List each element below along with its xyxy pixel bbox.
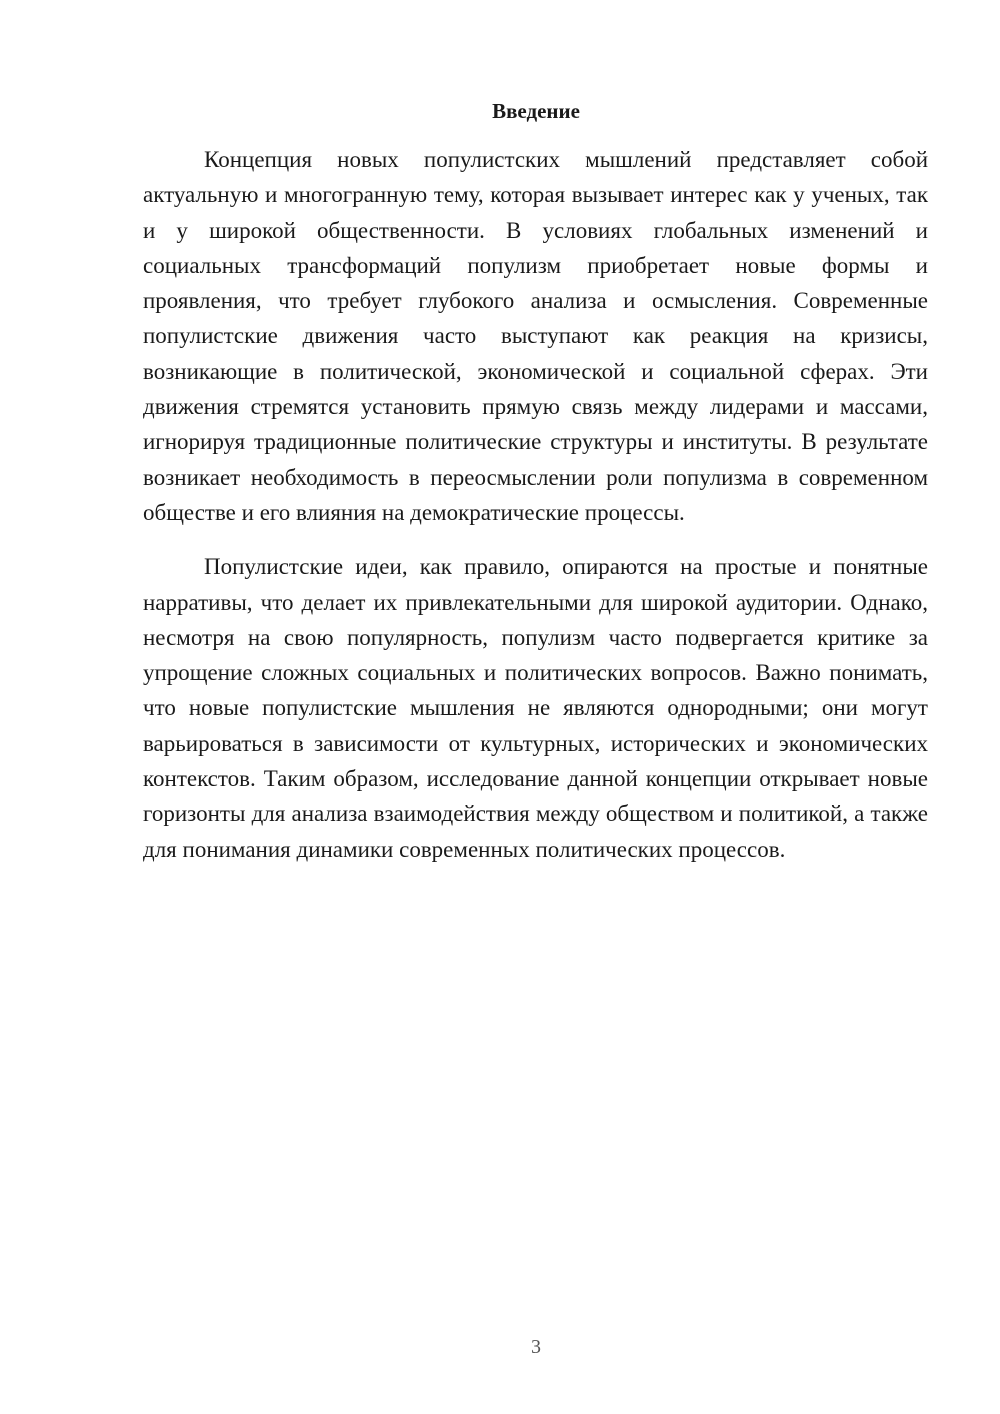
- document-body: [143, 142, 928, 867]
- page-number: 3: [531, 1336, 541, 1358]
- paragraph: Концепция новых популистских мышлений представляет собой актуальную и многогранную тему, которая вызывает интерес как у ученых, так и у широкой общественности. В условиях глобальных изменений и социальных трансформаций популизм приобретает новые формы и проявления, что требует глубокого анализа и осмысления. Современные популистские движения часто выступают как реакция на кризисы, возникающие в политической, экономической и социальной сферах. Эти движения стремятся установить прямую связь между лидерами и массами, игнорируя традиционные политические структуры и институты. В результате возникает необходимость в переосмыслении роли популизма в современном обществе и его влияния на демократические процессы.: [143, 147, 928, 525]
- section-heading: Введение: [492, 99, 580, 123]
- paragraph: Популистские идеи, как правило, опираются на простые и понятные нарративы, что делает их привлекательными для широкой аудитории. Однако, несмотря на свою популярность, популизм часто подвергается критике за упрощение сложных социальных и политических вопросов. Важно понимать, что новые популистские мышления не являются однородными; они могут варьироваться в зависимости от культурных, исторических и экономических контекстов. Таким образом, исследование данной концепции открывает новые горизонты для анализа взаимодействия между обществом и политикой, а также для понимания динамики современных политических процессов.: [143, 554, 928, 862]
